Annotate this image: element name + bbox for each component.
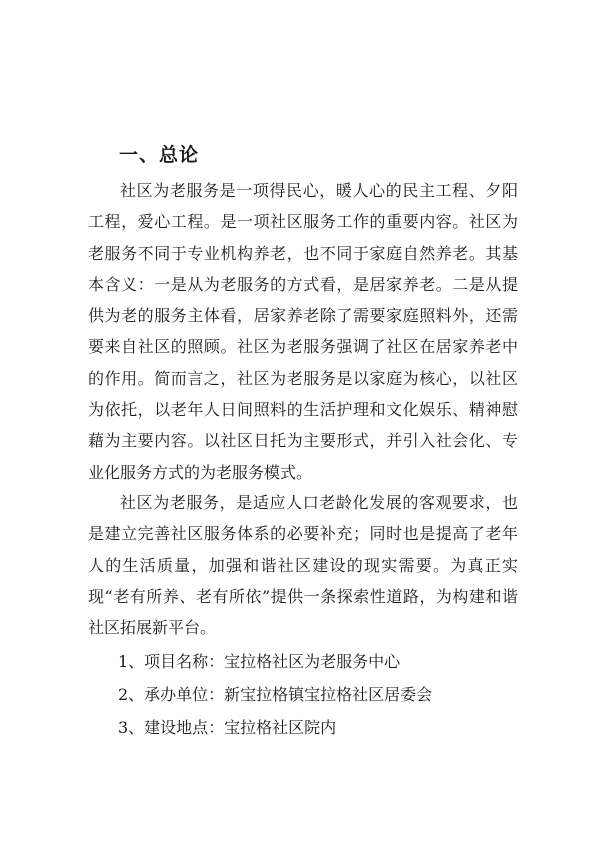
purpose-paragraph: 社区为老服务，是适应人口老龄化发展的客观要求，也是建立完善社区服务体系的必要补充；同时也是提高了老年人的生活质量，加强和谐社区建设的现实需要。为真正实现“老有所养、老有所依”提供一条探索性道路，为构建和谐社区拓展新平台。: [88, 493, 518, 638]
project-name-item: 1、项目名称：宝拉格社区为老服务中心: [118, 652, 401, 671]
organizer-item: 2、承办单位：新宝拉格镇宝拉格社区居委会: [118, 685, 433, 704]
location-item: 3、建设地点：宝拉格社区院内: [118, 718, 337, 737]
section-heading: 一、总论: [119, 144, 200, 166]
intro-paragraph: 社区为老服务是一项得民心，暖人心的民主工程、夕阳工程，爱心工程。是一项社区服务工作的重要内容。社区为老服务不同于专业机构养老，也不同于家庭自然养老。其基本含义：一是从为老服务的方式看，是居家养老。二是从提供为老的服务主体看，居家养老除了需要家庭照料外，还需要来自社区的照顾。社区为老服务强调了社区在居家养老中的作用。简而言之，社区为老服务是以家庭为核心，以社区为依托，以老年人日间照料的生活护理和文化娱乐、精神慰藉为主要内容。以社区日托为主要形式，并引入社会化、专业化服务方式的为老服务模式。: [88, 181, 518, 482]
